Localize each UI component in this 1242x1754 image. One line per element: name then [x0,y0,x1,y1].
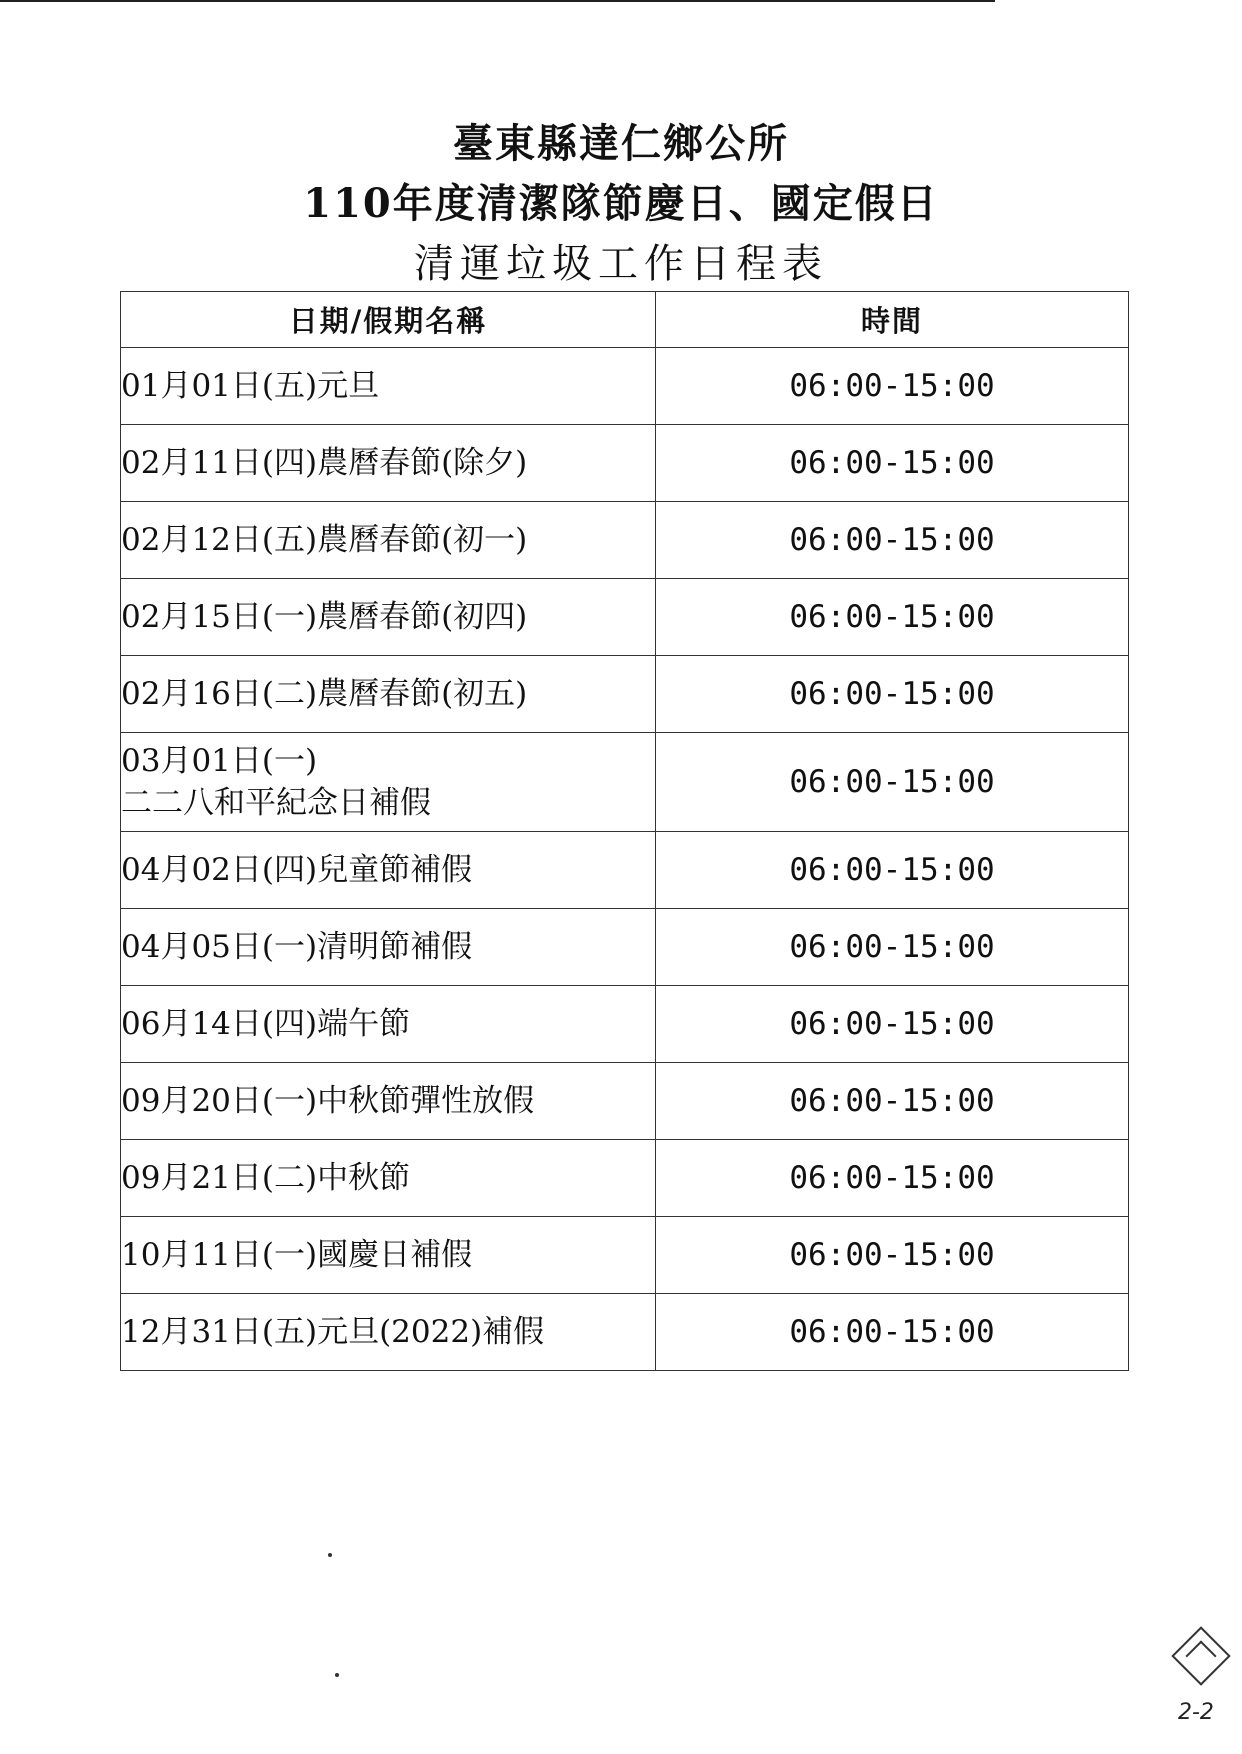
row-time: 06:00-15:00 [656,1294,1129,1371]
row-time: 06:00-15:00 [656,656,1129,733]
row-time: 06:00-15:00 [656,425,1129,502]
row-time: 06:00-15:00 [656,1140,1129,1217]
row-time: 06:00-15:00 [656,909,1129,986]
row-date: 12月31日(五)元旦(2022)補假 [121,1294,656,1371]
table-row [121,348,1129,425]
scan-speck [335,1673,339,1677]
table-row [121,986,1129,1063]
handwritten-stamp-icon [1171,1626,1230,1685]
row-date-line1: 03月01日(一) [121,743,318,779]
table-row [121,832,1129,909]
row-time: 06:00-15:00 [656,1217,1129,1294]
row-date: 02月11日(四)農曆春節(除夕) [121,425,656,502]
table-row [121,656,1129,733]
row-date [121,733,656,832]
table-row [121,909,1129,986]
table-row [121,1140,1129,1217]
row-date: 09月20日(一)中秋節彈性放假 [121,1063,656,1140]
stamp-mark [1185,1640,1216,1671]
document-title-year: 110年度清潔隊節慶日、國定假日 [303,180,939,227]
table-row [121,425,1129,502]
scan-speck [328,1553,332,1557]
row-time: 06:00-15:00 [656,348,1129,425]
row-date: 04月05日(一)清明節補假 [121,909,656,986]
row-time: 06:00-15:00 [656,986,1129,1063]
row-time: 06:00-15:00 [656,1063,1129,1140]
top-border-line [0,0,995,2]
table-row [121,502,1129,579]
table-row [121,733,1129,832]
header-date: 日期/假期名稱 [121,292,656,348]
table-row [121,1217,1129,1294]
row-date: 02月15日(一)農曆春節(初四) [121,579,656,656]
header-time: 時間 [656,292,1129,348]
row-date: 10月11日(一)國慶日補假 [121,1217,656,1294]
row-time: 06:00-15:00 [656,733,1129,832]
row-time: 06:00-15:00 [656,502,1129,579]
row-date: 04月02日(四)兒童節補假 [121,832,656,909]
row-date: 06月14日(四)端午節 [121,986,656,1063]
table-row [121,1063,1129,1140]
document-title-schedule: 清運垃圾工作日程表 [414,241,828,287]
table-row [121,1294,1129,1371]
document-title-office: 臺東縣達仁鄉公所 [453,120,789,167]
row-date: 01月01日(五)元旦 [121,348,656,425]
row-date: 02月16日(二)農曆春節(初五) [121,656,656,733]
page-number: 2-2 [1178,1700,1214,1725]
schedule-table [120,291,1129,1371]
row-time: 06:00-15:00 [656,832,1129,909]
row-time: 06:00-15:00 [656,579,1129,656]
table-header-row [121,292,1129,348]
table-row [121,579,1129,656]
row-date: 02月12日(五)農曆春節(初一) [121,502,656,579]
row-date: 09月21日(二)中秋節 [121,1140,656,1217]
row-date-line2: 二二八和平紀念日補假 [121,785,431,821]
